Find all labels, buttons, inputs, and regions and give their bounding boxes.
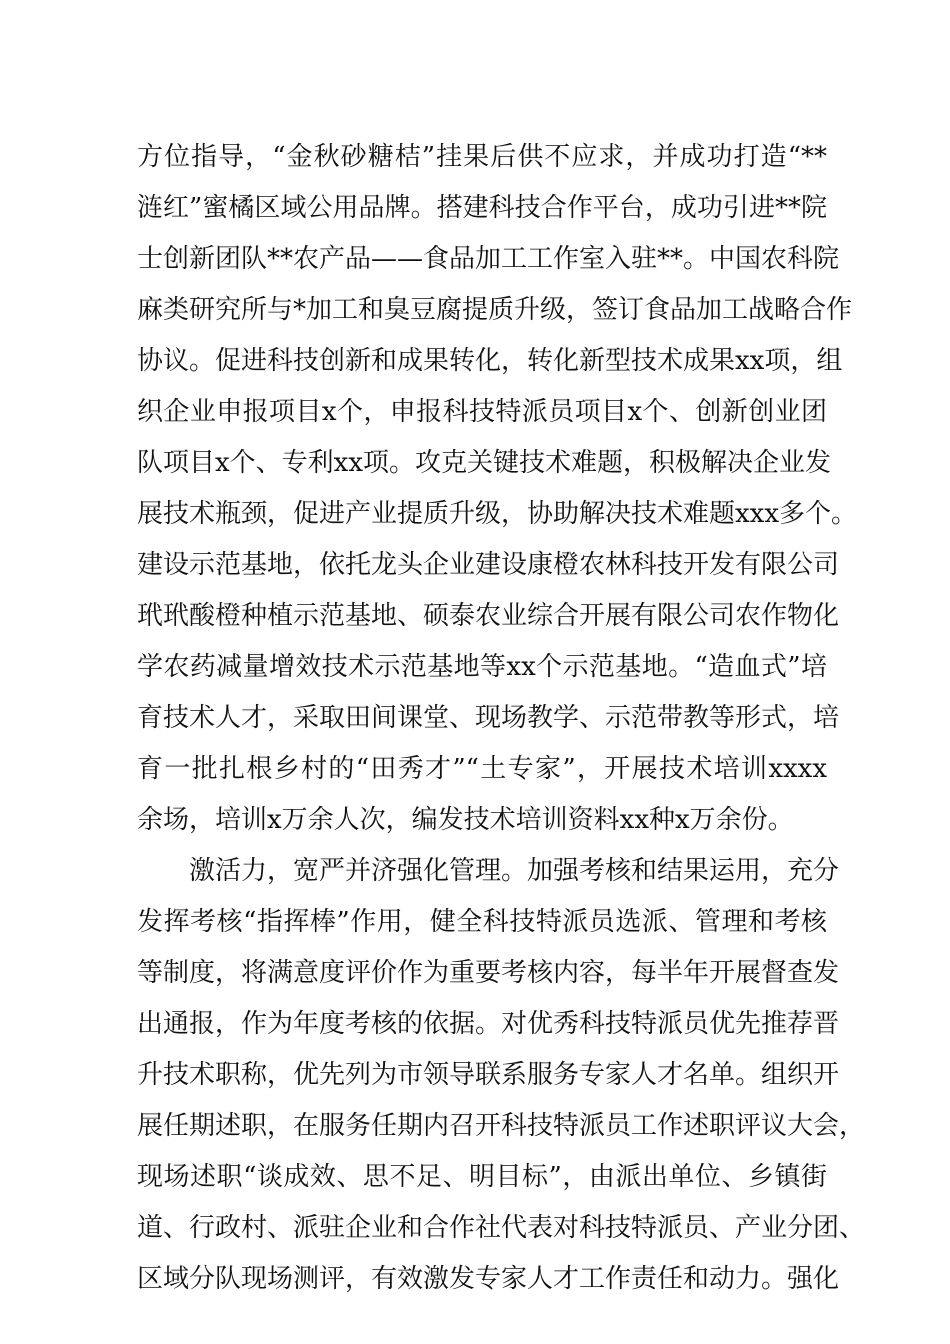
text-line: 现场述职“谈成效、思不足、明目标”，由派出单位、乡镇街 xyxy=(137,1162,827,1192)
text-line: 升技术职称，优先列为市领导联系服务专家人才名单。组织开 xyxy=(137,1060,840,1090)
text-line: 玳玳酸橙种植示范基地、硕泰农业综合开展有限公司农作物化 xyxy=(137,601,840,631)
text-line: 协议。促进科技创新和成果转化，转化新型技术成果xx项，组 xyxy=(137,346,843,376)
text-line: 队项目x个、专利xx项。攻克关键技术难题，积极解决企业发 xyxy=(137,448,831,478)
text-line: 展技术瓶颈，促进产业提质升级，协助解决技术难题xxx多个。 xyxy=(137,499,857,529)
text-line: 建设示范基地，依托龙头企业建设康橙农林科技开发有限公司 xyxy=(137,550,840,580)
text-line: 方位指导，“金秋砂糖桔”挂果后供不应求，并成功打造“** xyxy=(137,142,827,172)
text-line: 道、行政村、派驻企业和合作社代表对科技特派员、产业分团、 xyxy=(137,1213,866,1243)
text-line: 涟红”蜜橘区域公用品牌。搭建科技合作平台，成功引进**院 xyxy=(137,193,827,223)
text-line: 等制度，将满意度评价作为重要考核内容，每半年开展督查发 xyxy=(137,958,840,988)
text-line: 士创新团队**农产品——食品加工工作室入驻**。中国农科院 xyxy=(137,244,840,274)
text-line: 展任期述职，在服务任期内召开科技特派员工作述职评议大会， xyxy=(137,1111,866,1141)
text-line: 余场，培训x万余人次，编发技术培训资料xx种x万余份。 xyxy=(137,805,794,835)
paragraph-first-line: 激活力，宽严并济强化管理。加强考核和结果运用，充分 xyxy=(189,856,840,886)
text-line: 区域分队现场测评，有效激发专家人才工作责任和动力。强化 xyxy=(137,1264,840,1294)
text-line: 育技术人才，采取田间课堂、现场教学、示范带教等形式，培 xyxy=(137,703,840,733)
text-line: 发挥考核“指挥棒”作用，健全科技特派员选派、管理和考核 xyxy=(137,907,827,937)
text-line: 麻类研究所与*加工和臭豆腐提质升级，签订食品加工战略合作 xyxy=(137,295,853,325)
text-line: 育一批扎根乡村的“田秀才”“土专家”，开展技术培训xxxx xyxy=(137,754,827,784)
text-line: 出通报，作为年度考核的依据。对优秀科技特派员优先推荐晋 xyxy=(137,1009,840,1039)
text-line: 织企业申报项目x个，申报科技特派员项目x个、创新创业团 xyxy=(137,397,827,427)
text-line: 学农药减量增效技术示范基地等xx个示范基地。“造血式”培 xyxy=(137,652,827,682)
